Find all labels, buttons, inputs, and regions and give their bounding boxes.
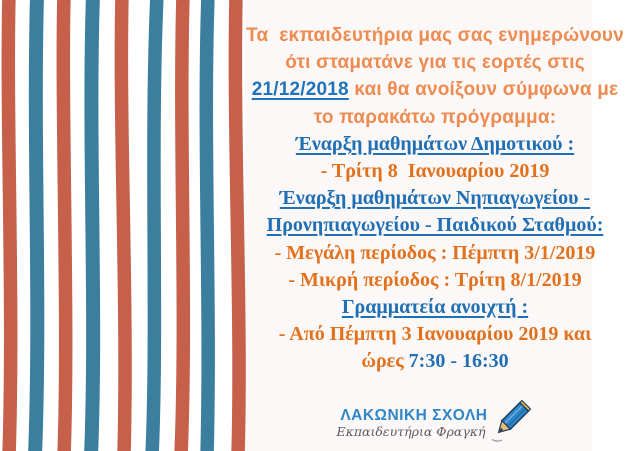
intro-line-3 (246, 76, 624, 103)
schedule-secretariat-hours (246, 348, 624, 375)
closing-date-link: 21/12/2018 (251, 79, 349, 101)
striped-pattern-decoration (0, 0, 250, 451)
schedule-date-long-period: - Μεγάλη περίοδος : Πέμπτη 3/1/2019 (274, 241, 596, 264)
logo-school-name: ΛΑΚΩΝΙΚΗ ΣΧΟΛΗ (340, 406, 488, 424)
schedule-heading-primary-school: Έναρξη μαθημάτων Δημοτικού : (295, 132, 575, 155)
logo-tagline: Εκπαιδευτήρια Φραγκή (336, 423, 486, 439)
schedule-heading-kindergarten-line2: Προνηπιαγωγείου - Παιδικού Σταθμού: (266, 214, 604, 237)
intro-line-1: Τα εκπαιδευτήρια μας σας ενημερώνουν (246, 25, 624, 46)
intro-line-3-rest: και θα ανοίξουν σύμφωνα με (348, 79, 619, 101)
pencil-icon (489, 396, 533, 444)
schedule-heading-secretariat: Γραμματεία ανοιχτή : (341, 296, 529, 319)
hours-value: 7:30 - 16:30 (408, 350, 509, 373)
announcement-body (246, 0, 624, 451)
schedule-secretariat-date: - Από Πέμπτη 3 Ιανουαρίου 2019 και (278, 323, 592, 346)
schedule-date-primary-school: - Τρίτη 8 Ιανουαρίου 2019 (320, 160, 550, 183)
school-logo (246, 396, 624, 450)
intro-line-4: το παρακάτω πρόγραμμα: (313, 106, 557, 128)
intro-line-2: ότι σταματάνε για τις εορτές στις (285, 52, 585, 74)
hours-label: ώρες (361, 350, 409, 373)
schedule-heading-kindergarten-line1: Έναρξη μαθημάτων Νηπιαγωγείου - (279, 187, 591, 210)
schedule-date-short-period: - Μικρή περίοδος : Τρίτη 8/1/2019 (288, 268, 582, 291)
